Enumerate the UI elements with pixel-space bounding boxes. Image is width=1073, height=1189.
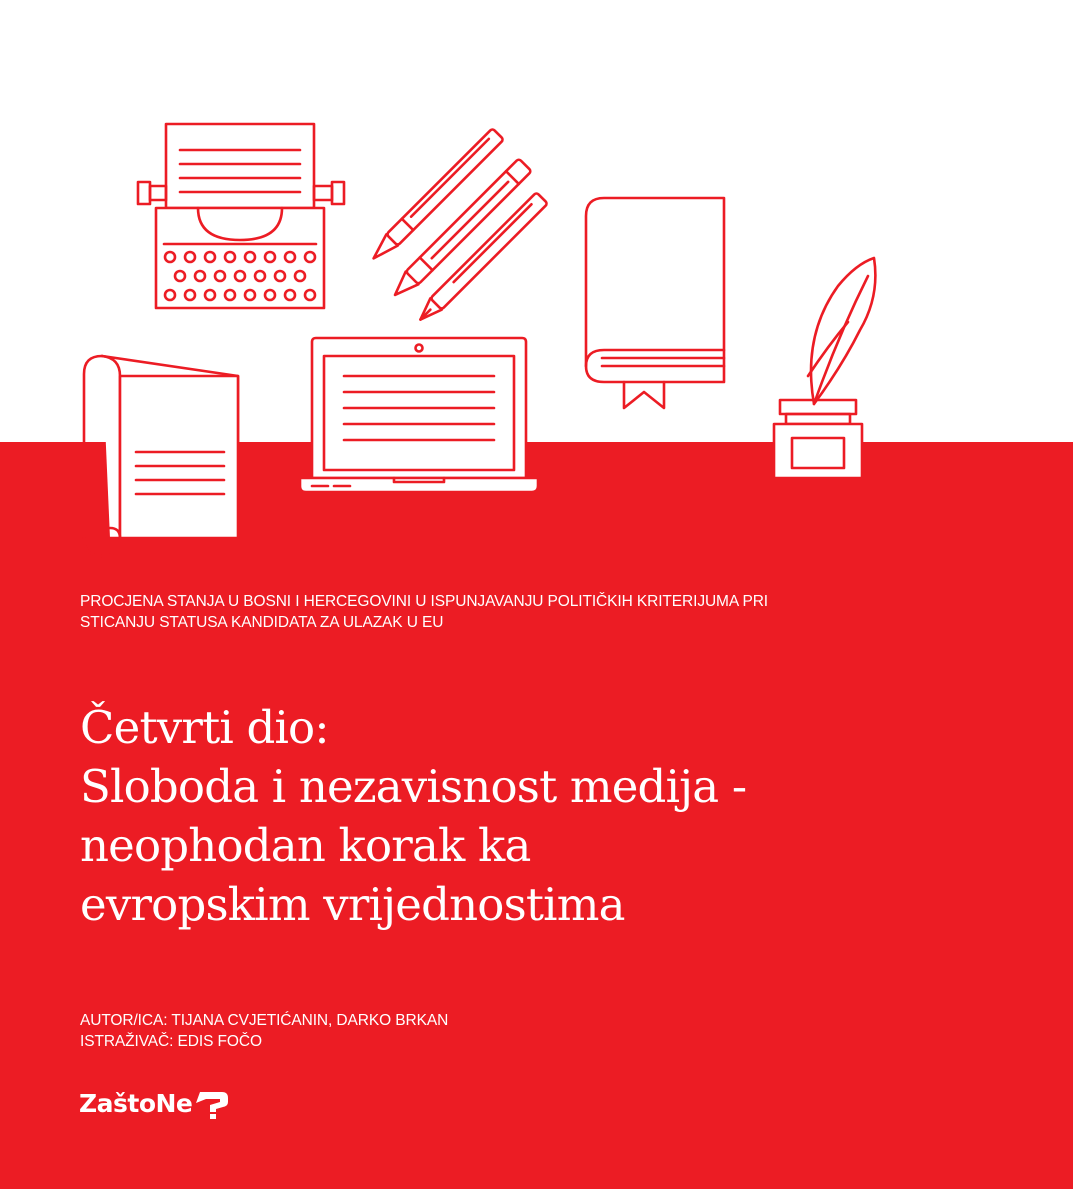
laptop-icon <box>298 336 540 496</box>
title-line-4: evropskim vrijednostima <box>80 878 625 931</box>
illustration-group <box>0 0 1073 570</box>
subtitle-line-1: PROCJENA STANJA U BOSNI I HERCEGOVINI U ISPUNJAVANJU POLITIČKIH KRITERIJUMA PRI <box>80 593 768 610</box>
researcher-line: ISTRAŽIVAČ: EDIS FOČO <box>80 1033 262 1050</box>
scroll-icon <box>80 352 244 562</box>
report-subtitle <box>80 591 900 633</box>
logo-text: ZaštoNe <box>79 1089 193 1118</box>
zastone-logo <box>79 1086 230 1122</box>
title-line-2: Sloboda i nezavisnost medija - <box>80 760 747 813</box>
report-title <box>80 698 980 934</box>
question-mark-icon <box>194 1089 230 1119</box>
pens-icon <box>374 118 572 314</box>
credits <box>80 1010 780 1052</box>
quill-inkwell-icon <box>768 256 884 488</box>
title-line-3: neophodan korak ka <box>80 819 531 872</box>
title-line-1: Četvrti dio: <box>80 701 329 754</box>
book-icon <box>584 196 728 412</box>
typewriter-icon <box>136 120 346 312</box>
authors-line: AUTOR/ICA: TIJANA CVJETIĆANIN, DARKO BRKAN <box>80 1012 449 1029</box>
subtitle-line-2: STICANJU STATUSA KANDIDATA ZA ULAZAK U EU <box>80 614 444 631</box>
